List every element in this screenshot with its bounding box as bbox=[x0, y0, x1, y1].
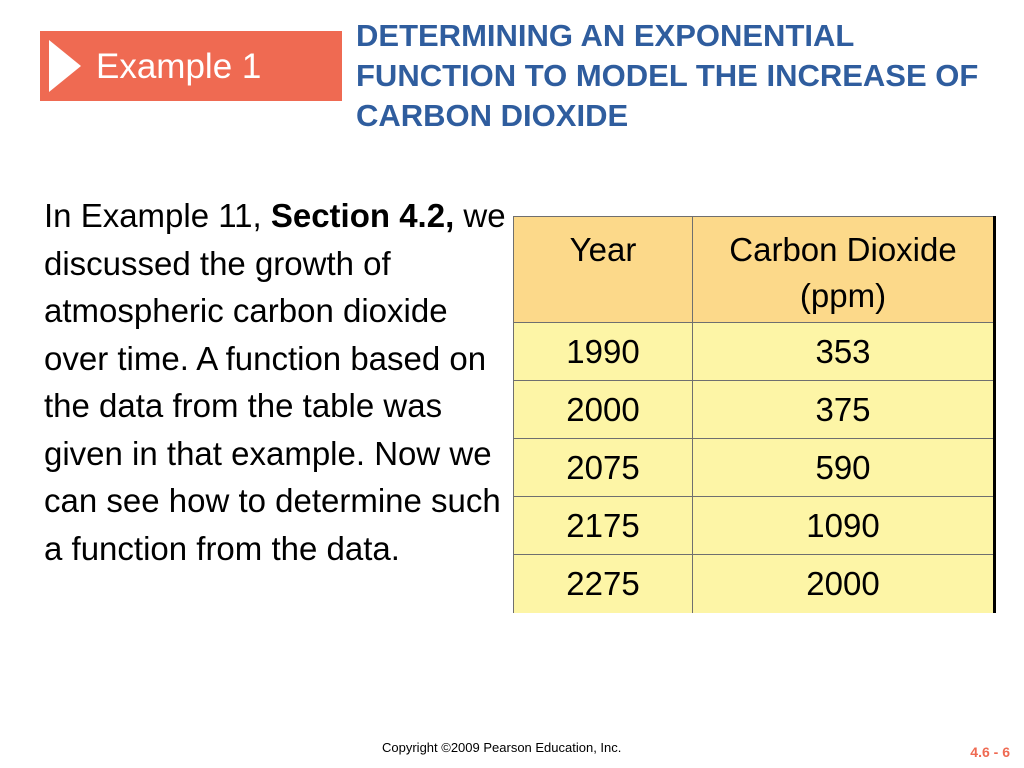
table-row bbox=[514, 323, 995, 381]
cell-co2: 1090 bbox=[693, 497, 995, 555]
cell-year: 2000 bbox=[514, 381, 693, 439]
carbon-dioxide-table bbox=[513, 216, 996, 613]
cell-year: 2275 bbox=[514, 555, 693, 613]
header-carbon-dioxide: Carbon Dioxide (ppm) bbox=[693, 217, 995, 323]
table-row bbox=[514, 497, 995, 555]
triangle-arrow-icon bbox=[49, 40, 81, 92]
cell-co2: 590 bbox=[693, 439, 995, 497]
copyright-notice: Copyright ©2009 Pearson Education, Inc. bbox=[382, 740, 622, 755]
body-paragraph bbox=[44, 192, 506, 572]
cell-year: 1990 bbox=[514, 323, 693, 381]
body-text: we discussed the growth of atmospheric carbon dioxide over time. A function based on the data from the table was given in that example. Now we can see how to determine such a function from the data. bbox=[44, 197, 506, 567]
example-badge bbox=[40, 31, 342, 101]
table-row bbox=[514, 439, 995, 497]
page-number: 4.6 - 6 bbox=[970, 744, 1010, 760]
section-reference: Section 4.2, bbox=[270, 197, 455, 234]
table-row bbox=[514, 381, 995, 439]
header-year: Year bbox=[514, 217, 693, 323]
cell-co2: 375 bbox=[693, 381, 995, 439]
slide-title: DETERMINING AN EXPONENTIAL FUNCTION TO MODEL THE INCREASE OF CARBON DIOXIDE bbox=[356, 18, 979, 133]
cell-year: 2175 bbox=[514, 497, 693, 555]
example-label: Example 1 bbox=[96, 47, 262, 86]
cell-co2: 353 bbox=[693, 323, 995, 381]
body-intro: In Example 11, bbox=[44, 197, 271, 234]
table-row bbox=[514, 555, 995, 613]
cell-co2: 2000 bbox=[693, 555, 995, 613]
table-header-row bbox=[514, 217, 995, 323]
cell-year: 2075 bbox=[514, 439, 693, 497]
